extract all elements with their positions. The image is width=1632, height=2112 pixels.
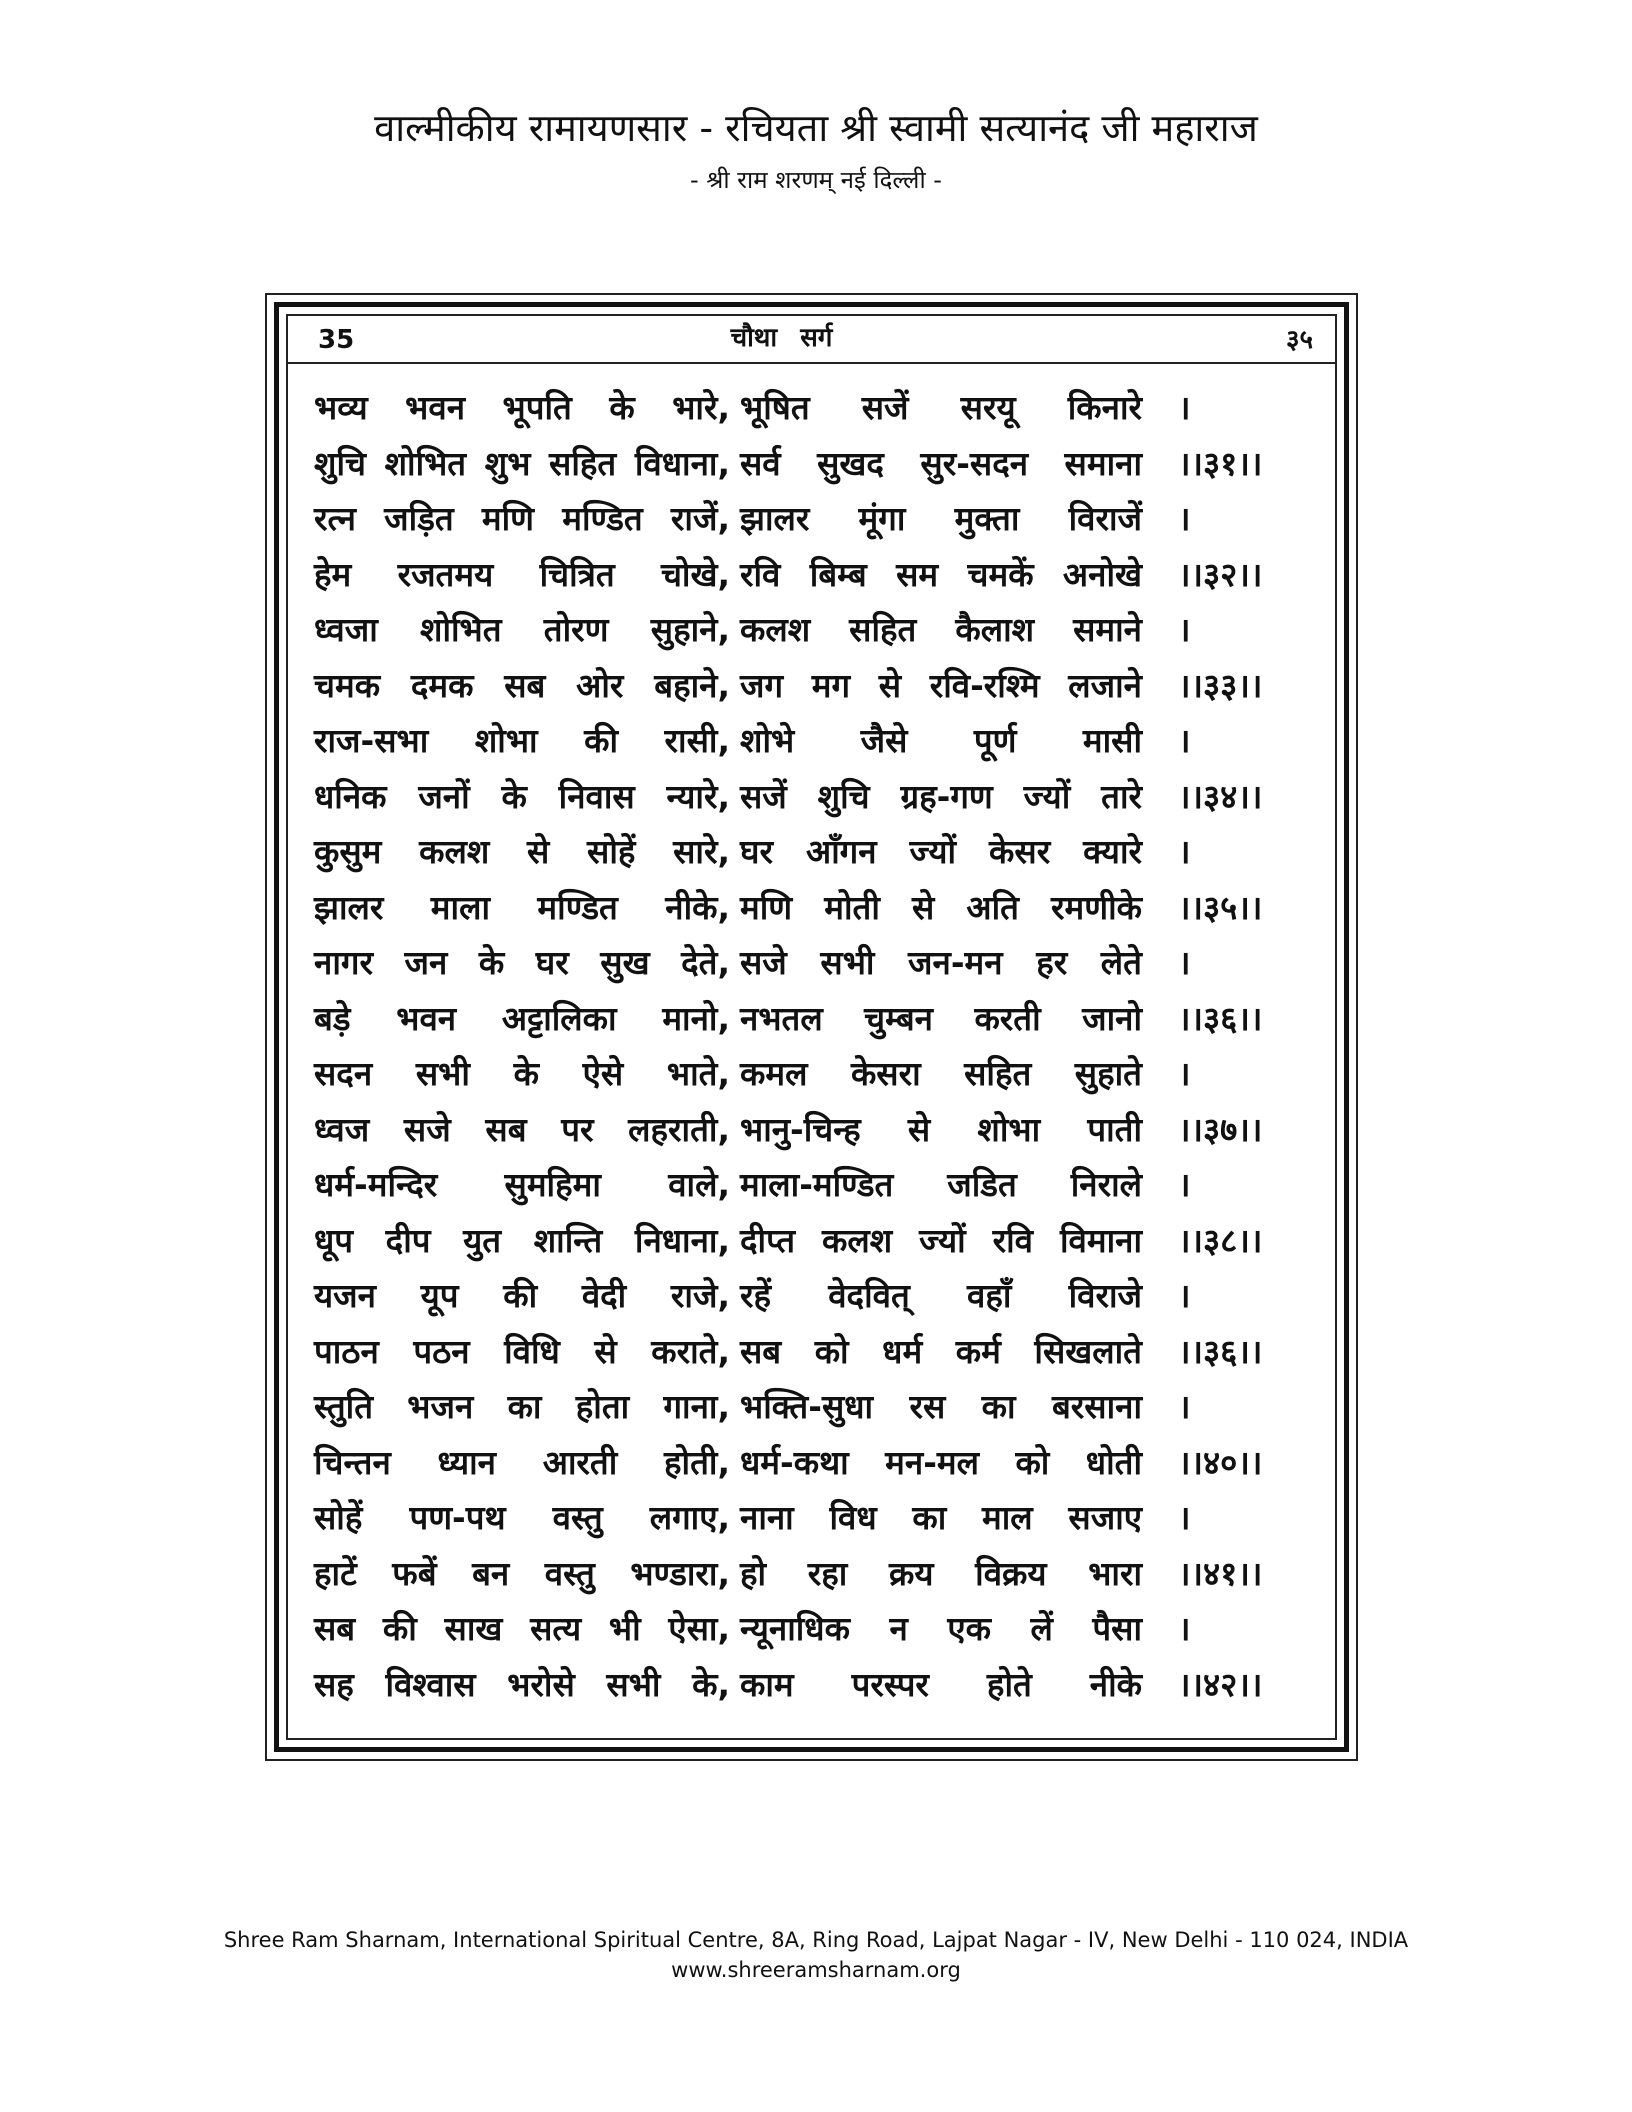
verse-second-half: जग मग से रवि-रश्मि लजाने xyxy=(740,665,1142,705)
verse-line xyxy=(300,602,1320,658)
document-title: वाल्मीकीय रामायणसार - रचियता श्री स्वामी सत्यानंद जी महाराज xyxy=(374,106,1258,150)
verse-second-half: घर आँगन ज्यों केसर क्यारे xyxy=(740,832,1142,871)
verse-marker: ।।३२।। xyxy=(1178,554,1263,594)
verse-second-half: झालर मूंगा मुक्ता विराजें xyxy=(740,499,1142,538)
verse-marker: ।।३६।। xyxy=(1178,998,1263,1038)
verse-marker: । xyxy=(1178,1498,1191,1537)
verse-first-half: चमक दमक सब ओर बहाने, xyxy=(314,665,730,705)
verse-first-half: स्तुति भजन का होता गाना, xyxy=(314,1387,730,1426)
verse-marker: ।।३५।। xyxy=(1178,887,1263,927)
verse-marker: ।।३६।। xyxy=(1178,1331,1263,1371)
verse-line xyxy=(300,1490,1320,1546)
verse-line xyxy=(300,713,1320,769)
verse-first-half: भव्य भवन भूपति के भारे, xyxy=(314,388,730,427)
verse-marker: ।।३८।। xyxy=(1178,1220,1263,1260)
footer-address: Shree Ram Sharnam, International Spiritual Centre, 8A, Ring Road, Lajpat Nagar - IV, New Delhi - 110 024, INDIA xyxy=(223,1928,1409,1952)
verse-second-half: रवि बिम्ब सम चमकें अनोखे xyxy=(740,554,1142,594)
verse-second-half: सब को धर्म कर्म सिखलाते xyxy=(740,1331,1142,1371)
verse-line xyxy=(300,880,1320,936)
verse-first-half: नागर जन के घर सुख देते, xyxy=(314,943,730,982)
verse-line xyxy=(300,991,1320,1047)
verse-marker: ।।३७।। xyxy=(1178,1109,1263,1149)
verse-first-half: शुचि शोभित शुभ सहित विधाना, xyxy=(314,443,730,483)
verse-line xyxy=(300,1379,1320,1435)
verse-first-half: धर्म-मन्दिर सुमहिमा वाले, xyxy=(314,1165,730,1204)
verse-first-half: सदन सभी के ऐसे भाते, xyxy=(314,1054,730,1093)
verse-line xyxy=(300,1102,1320,1158)
page-header-bar xyxy=(288,318,1335,364)
verse-second-half: हो रहा क्रय विक्रय भारा xyxy=(740,1553,1142,1593)
verse-marker: ।।४१।। xyxy=(1178,1553,1263,1593)
verse-second-half: मणि मोती से अति रमणीके xyxy=(740,887,1142,927)
verse-second-half: सजें शुचि ग्रह-गण ज्यों तारे xyxy=(740,776,1142,816)
verse-second-half: नाना विध का माल सजाए xyxy=(740,1498,1142,1537)
verse-line xyxy=(300,658,1320,714)
verse-first-half: सोहें पण-पथ वस्तु लगाए, xyxy=(314,1498,730,1537)
verse-marker: । xyxy=(1178,1609,1191,1648)
verse-line xyxy=(300,491,1320,547)
verse-marker: । xyxy=(1178,388,1191,427)
verse-first-half: यजन यूप की वेदी राजे, xyxy=(314,1276,730,1315)
verse-marker: ।।३१।। xyxy=(1178,443,1263,483)
verse-line xyxy=(300,1046,1320,1102)
verse-line xyxy=(300,1213,1320,1269)
footer-website-link[interactable]: www.shreeramsharnam.org xyxy=(671,1958,961,1982)
verse-line xyxy=(300,380,1320,436)
verse-second-half: कलश सहित कैलाश समाने xyxy=(740,610,1142,649)
verse-marker: ।।४०।। xyxy=(1178,1442,1263,1482)
verse-line xyxy=(300,1601,1320,1657)
verse-marker: ।।३४।। xyxy=(1178,776,1263,816)
verse-second-half: धर्म-कथा मन-मल को धोती xyxy=(740,1442,1142,1482)
verse-marker: ।।३३।। xyxy=(1178,665,1263,705)
verse-marker: । xyxy=(1178,943,1191,982)
verse-marker: ।।४२।। xyxy=(1178,1664,1263,1704)
verse-marker: । xyxy=(1178,610,1191,649)
verse-marker: । xyxy=(1178,1276,1191,1315)
verse-marker: । xyxy=(1178,721,1191,760)
page-number-arabic: 35 xyxy=(318,325,355,355)
verse-first-half: बड़े भवन अट्टालिका मानो, xyxy=(314,998,730,1038)
verse-line xyxy=(300,1435,1320,1491)
verse-first-half: पाठन पठन विधि से कराते, xyxy=(314,1331,730,1371)
verse-line xyxy=(300,1657,1320,1713)
verse-second-half: नभतल चुम्बन करती जानो xyxy=(740,998,1142,1038)
verse-line xyxy=(300,824,1320,880)
verse-second-half: भानु-चिन्ह से शोभा पाती xyxy=(740,1109,1142,1149)
verse-second-half: भूषित सजें सरयू किनारे xyxy=(740,388,1142,427)
verse-first-half: राज-सभा शोभा की रासी, xyxy=(314,721,730,760)
verse-marker: । xyxy=(1178,832,1191,871)
verse-line xyxy=(300,436,1320,492)
verse-second-half: सर्व सुखद सुर-सदन समाना xyxy=(740,443,1142,483)
verse-first-half: हाटें फबें बन वस्तु भण्डारा, xyxy=(314,1553,730,1593)
verse-first-half: सह विश्वास भरोसे सभी के, xyxy=(314,1664,730,1704)
verse-list xyxy=(300,380,1320,1712)
verse-second-half: कमल केसरा सहित सुहाते xyxy=(740,1054,1142,1093)
verse-second-half: सजे सभी जन-मन हर लेते xyxy=(740,943,1142,982)
verse-second-half: रहें वेदवित् वहाँ विराजे xyxy=(740,1276,1142,1315)
verse-marker: । xyxy=(1178,1165,1191,1204)
verse-first-half: धनिक जनों के निवास न्यारे, xyxy=(314,776,730,816)
verse-line xyxy=(300,935,1320,991)
verse-marker: । xyxy=(1178,1054,1191,1093)
verse-first-half: सब की साख सत्य भी ऐसा, xyxy=(314,1609,730,1648)
verse-second-half: शोभे जैसे पूर्ण मासी xyxy=(740,721,1142,760)
verse-second-half: काम परस्पर होते नीके xyxy=(740,1664,1142,1704)
verse-first-half: चिन्तन ध्यान आरती होती, xyxy=(314,1442,730,1482)
verse-line xyxy=(300,1268,1320,1324)
verse-first-half: धूप दीप युत शान्ति निधाना, xyxy=(314,1220,730,1260)
verse-line xyxy=(300,1324,1320,1380)
verse-line xyxy=(300,1157,1320,1213)
verse-line xyxy=(300,1546,1320,1602)
verse-first-half: रत्न जड़ित मणि मण्डित राजें, xyxy=(314,499,730,538)
verse-marker: । xyxy=(1178,1387,1191,1426)
verse-second-half: भक्ति-सुधा रस का बरसाना xyxy=(740,1387,1142,1426)
chapter-title: चौथा सर्ग xyxy=(730,323,833,353)
document-subtitle: - श्री राम शरणम् नई दिल्ली - xyxy=(690,166,942,194)
verse-second-half: दीप्त कलश ज्यों रवि विमाना xyxy=(740,1220,1142,1260)
verse-second-half: माला-मण्डित जडित निराले xyxy=(740,1165,1142,1204)
verse-line xyxy=(300,769,1320,825)
verse-first-half: ध्वज सजे सब पर लहराती, xyxy=(314,1109,730,1149)
verse-line xyxy=(300,547,1320,603)
verse-first-half: ध्वजा शोभित तोरण सुहाने, xyxy=(314,610,730,649)
page-number-devanagari: ३५ xyxy=(1285,325,1313,355)
verse-first-half: हेम रजतमय चित्रित चोखे, xyxy=(314,554,730,594)
verse-second-half: न्यूनाधिक न एक लें पैसा xyxy=(740,1609,1142,1648)
verse-first-half: झालर माला मण्डित नीके, xyxy=(314,887,730,927)
verse-marker: । xyxy=(1178,499,1191,538)
verse-first-half: कुसुम कलश से सोहें सारे, xyxy=(314,832,730,871)
